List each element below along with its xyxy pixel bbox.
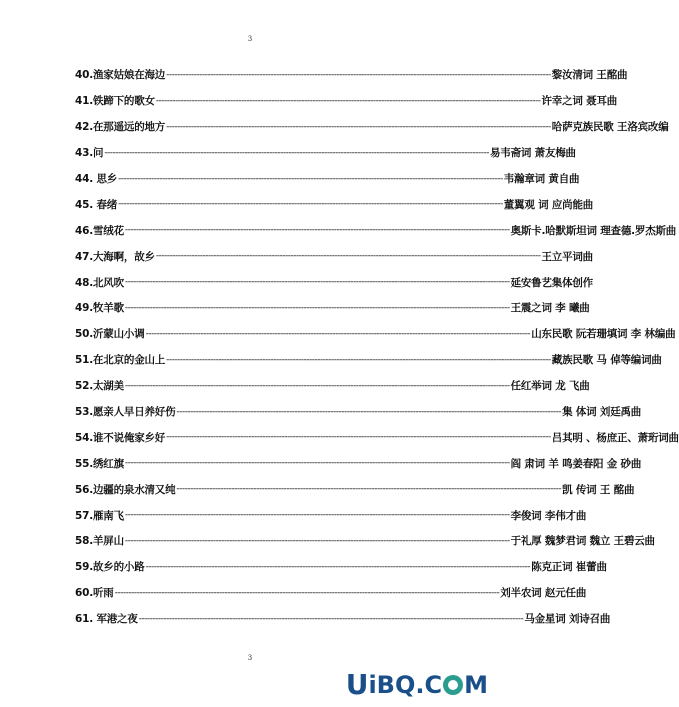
toc-entry[interactable]	[75, 295, 590, 321]
toc-leader: --------------------------------------------------------------------------------------------------------------------------------------------	[124, 380, 510, 391]
toc-leader: --------------------------------------------------------------------------------------------------------------------------------------------	[145, 328, 531, 339]
toc-entry[interactable]	[75, 321, 676, 347]
toc-entry[interactable]	[75, 88, 618, 114]
toc-entry-title: 60.听雨	[75, 587, 114, 600]
toc-entry[interactable]	[75, 243, 593, 269]
toc-entry-credit: 凯 传词 王 酩曲	[562, 483, 635, 496]
toc-entry-credit: 王震之词 李 曦曲	[510, 302, 590, 315]
toc-entry[interactable]	[75, 554, 607, 580]
toc-entry-title: 54.谁不说俺家乡好	[75, 431, 166, 444]
toc-entry[interactable]	[75, 217, 677, 243]
toc-entry[interactable]	[75, 476, 635, 502]
toc-leader: --------------------------------------------------------------------------------------------------------------------------------------------	[138, 613, 524, 624]
toc-entry-credit: 哈萨克族民歌 王洛宾改编	[551, 121, 669, 134]
toc-leader: --------------------------------------------------------------------------------------------------------------------------------------------	[104, 147, 489, 158]
page-number-top: 3	[247, 35, 253, 43]
toc-entry-credit: 吕其明 、杨庶正、萧珩词曲	[551, 431, 679, 444]
toc-leader: --------------------------------------------------------------------------------------------------------------------------------------------	[118, 199, 503, 210]
toc-leader: --------------------------------------------------------------------------------------------------------------------------------------------	[124, 277, 510, 288]
toc-entry-credit: 李俊词 李伟才曲	[510, 509, 587, 522]
toc-entry-title: 59.故乡的小路	[75, 561, 145, 574]
toc-entry[interactable]	[75, 373, 590, 399]
toc-entry[interactable]	[75, 450, 642, 476]
toc-entry[interactable]	[75, 528, 655, 554]
toc-leader: --------------------------------------------------------------------------------------------------------------------------------------------	[124, 225, 510, 236]
toc-entry-title: 41.铁蹄下的歌女	[75, 95, 155, 108]
page-number-bottom: 3	[247, 654, 253, 662]
toc-entry-credit: 山东民歌 阮若珊填词 李 林编曲	[531, 328, 676, 341]
toc-entry-title: 43.问	[75, 147, 104, 160]
toc-leader: --------------------------------------------------------------------------------------------------------------------------------------------	[166, 432, 551, 443]
toc-entry-title: 53.愿亲人早日养好伤	[75, 406, 176, 419]
toc-entry-title: 56.边疆的泉水清又纯	[75, 483, 176, 496]
toc-entry-credit: 陈克正词 崔蕾曲	[531, 561, 607, 574]
toc-entry[interactable]	[75, 166, 580, 192]
toc-entry[interactable]	[75, 606, 611, 632]
toc-entry-title: 51.在北京的金山上	[75, 354, 166, 367]
toc-leader: --------------------------------------------------------------------------------------------------------------------------------------------	[166, 121, 551, 132]
toc-entry-title: 46.雪绒花	[75, 224, 124, 237]
toc-entry-credit: 黎汝清词 王酩曲	[551, 69, 628, 82]
watermark-letters-bq: BQ.C	[376, 670, 443, 699]
toc-entry-title: 40.渔家姑娘在海边	[75, 69, 166, 82]
watermark-letter-u: U	[345, 668, 369, 701]
toc-leader: --------------------------------------------------------------------------------------------------------------------------------------------	[145, 561, 531, 572]
watermark-emblem-icon	[443, 675, 463, 695]
toc-leader: --------------------------------------------------------------------------------------------------------------------------------------------	[118, 173, 503, 184]
toc-entry-title: 57.雁南飞	[75, 509, 124, 522]
toc-entry[interactable]	[75, 399, 642, 425]
toc-entry-credit: 许幸之词 聂耳曲	[541, 95, 618, 108]
toc-entry-credit: 阎 肃词 羊 鸣姜春阳 金 砂曲	[510, 457, 642, 470]
toc-entry-credit: 任红举词 龙 飞曲	[510, 380, 590, 393]
toc-entry-title: 49.牧羊歌	[75, 302, 124, 315]
toc-entry[interactable]	[75, 347, 662, 373]
toc-leader: --------------------------------------------------------------------------------------------------------------------------------------------	[166, 69, 551, 80]
toc-leader: --------------------------------------------------------------------------------------------------------------------------------------------	[176, 484, 562, 495]
toc-entry[interactable]	[75, 269, 593, 295]
toc-entry-credit: 易韦斋词 萧友梅曲	[489, 147, 576, 160]
toc-entry[interactable]	[75, 140, 576, 166]
toc-entry[interactable]	[75, 424, 679, 450]
toc-entry-title: 48.北风吹	[75, 276, 124, 289]
toc-entry-title: 42.在那遥远的地方	[75, 121, 166, 134]
toc-leader: --------------------------------------------------------------------------------------------------------------------------------------------	[124, 510, 510, 521]
toc-leader: --------------------------------------------------------------------------------------------------------------------------------------------	[124, 458, 510, 469]
toc-entry[interactable]	[75, 114, 669, 140]
toc-leader: --------------------------------------------------------------------------------------------------------------------------------------------	[124, 302, 510, 313]
toc-entry-title: 50.沂蒙山小调	[75, 328, 145, 341]
toc-entry-title: 55.绣红旗	[75, 457, 124, 470]
watermark-logo	[346, 668, 488, 701]
toc-entry-credit: 马金星词 刘诗召曲	[524, 613, 611, 626]
toc-entry-title: 44. 思乡	[75, 173, 118, 185]
toc-entry-credit: 集 体词 刘廷禹曲	[562, 406, 642, 419]
watermark-letter-i: i	[368, 670, 377, 699]
toc-entry-credit: 韦瀚章词 黄自曲	[503, 173, 580, 185]
toc-entry[interactable]	[75, 502, 587, 528]
toc-entry[interactable]	[75, 62, 628, 88]
toc-entry-credit: 奥斯卡.哈默斯坦词 理查德.罗杰斯曲	[510, 224, 677, 237]
toc-entry-credit: 王立平词曲	[541, 250, 593, 263]
toc-entry-credit: 董翼观 词 应尚能曲	[503, 198, 594, 211]
toc-entry[interactable]	[75, 580, 587, 606]
toc-leader: --------------------------------------------------------------------------------------------------------------------------------------------	[155, 95, 541, 106]
toc-leader: --------------------------------------------------------------------------------------------------------------------------------------------	[114, 587, 500, 598]
toc-leader: --------------------------------------------------------------------------------------------------------------------------------------------	[176, 406, 562, 417]
toc-entry-credit: 延安鲁艺集体创作	[510, 276, 593, 289]
toc-leader: --------------------------------------------------------------------------------------------------------------------------------------------	[124, 535, 510, 546]
toc-entry-credit: 刘半农词 赵元任曲	[500, 587, 587, 600]
toc-entry[interactable]	[75, 191, 594, 217]
toc-entry-title: 61. 军港之夜	[75, 613, 138, 626]
watermark-letter-m: M	[464, 670, 488, 699]
toc-entry-title: 58.羊屏山	[75, 535, 124, 548]
toc-leader: --------------------------------------------------------------------------------------------------------------------------------------------	[155, 251, 541, 262]
toc-entry-credit: 于礼厚 魏梦君词 魏立 王碧云曲	[510, 535, 655, 548]
toc-entry-title: 52.太湖美	[75, 380, 124, 393]
table-of-contents	[75, 62, 679, 632]
toc-entry-title: 47.大海啊，故乡	[75, 250, 155, 263]
toc-entry-credit: 藏族民歌 马 倬等编词曲	[551, 354, 662, 367]
toc-entry-title: 45. 春绪	[75, 198, 118, 211]
toc-leader: --------------------------------------------------------------------------------------------------------------------------------------------	[166, 354, 551, 365]
